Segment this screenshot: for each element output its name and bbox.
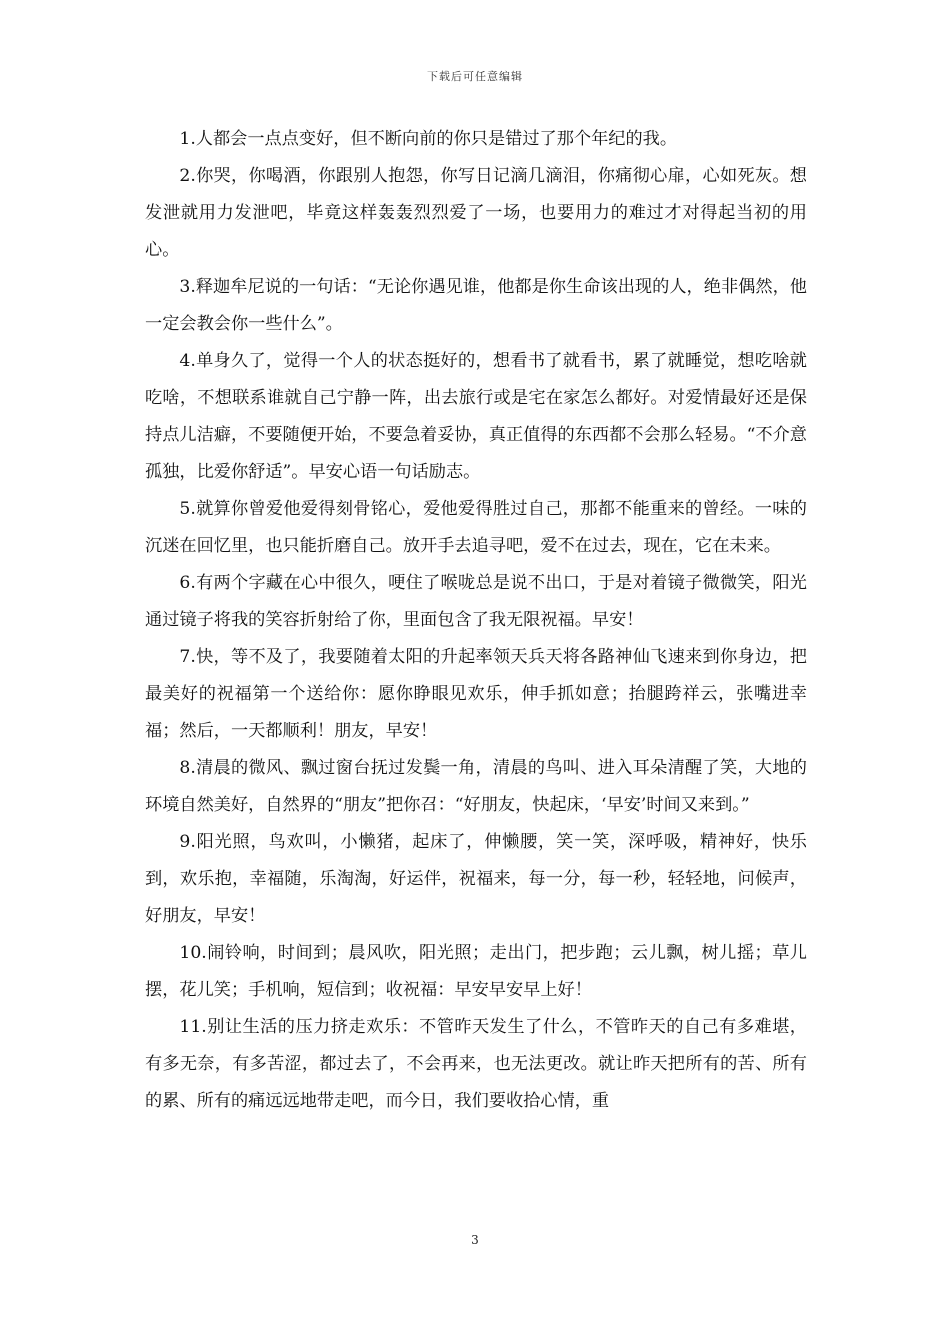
paragraph-8: 8.清晨的微风、飘过窗台抚过发鬓一角，清晨的鸟叫、进入耳朵清醒了笑，大地的环境自然美好，自然界的“朋友”把你召：“好朋友，快起床，‘早安’时间又来到。”: [145, 758, 807, 815]
paragraph-1: 1.人都会一点点变好，但不断向前的你只是错过了那个年纪的我。: [179, 129, 678, 149]
document-body: [145, 121, 807, 1120]
paragraph-5: 5.就算你曾爱他爱得刻骨铭心，爱他爱得胜过自己，那都不能重来的曾经。一味的沉迷在回忆里，也只能折磨自己。放开手去追寻吧，爱不在过去，现在，它在未来。: [145, 499, 807, 556]
paragraph-7: 7.快，等不及了，我要随着太阳的升起率领天兵天将各路神仙飞速来到你身边，把最美好的祝福第一个送给你：愿你睁眼见欢乐，伸手抓如意；抬腿跨祥云，张嘴进幸福；然后，一天都顺利！朋友，早安！: [145, 647, 807, 741]
paragraph-4: 4.单身久了，觉得一个人的状态挺好的，想看书了就看书，累了就睡觉，想吃啥就吃啥，不想联系谁就自己宁静一阵，出去旅行或是宅在家怎么都好。对爱情最好还是保持点儿洁癖，不要随便开始，不要急着妥协，真正值得的东西都不会那么轻易。“不介意孤独，比爱你舒适”。早安心语一句话励志。: [145, 351, 807, 482]
paragraph-3: 3.释迦牟尼说的一句话：“无论你遇见谁，他都是你生命该出现的人，绝非偶然，他一定会教会你一些什么”。: [145, 277, 807, 334]
paragraph-6: 6.有两个字藏在心中很久，哽住了喉咙总是说不出口，于是对着镜子微微笑，阳光通过镜子将我的笑容折射给了你，里面包含了我无限祝福。早安！: [145, 573, 807, 630]
paragraph-11: 11.别让生活的压力挤走欢乐：不管昨天发生了什么，不管昨天的自己有多难堪，有多无奈，有多苦涩，都过去了，不会再来，也无法更改。就让昨天把所有的苦、所有的累、所有的痛远远地带走吧，而今日，我们要收拾心情，重: [145, 1017, 807, 1111]
paragraph-2: 2.你哭，你喝酒，你跟别人抱怨，你写日记滴几滴泪，你痛彻心扉，心如死灰。想发泄就用力发泄吧，毕竟这样轰轰烈烈爱了一场，也要用力的难过才对得起当初的用心。: [145, 166, 807, 260]
paragraph-9: 9.阳光照，鸟欢叫，小懒猪，起床了，伸懒腰，笑一笑，深呼吸，精神好，快乐到，欢乐抱，幸福随，乐淘淘，好运伴，祝福来，每一分，每一秒，轻轻地，问候声，好朋友，早安！: [145, 832, 807, 926]
paragraph-10: 10.闹铃响，时间到；晨风吹，阳光照；走出门，把步跑；云儿飘，树儿摇；草儿摆，花儿笑；手机响，短信到；收祝福：早安早安早上好！: [145, 943, 807, 1000]
page-number: 3: [471, 1233, 479, 1247]
page-header: 下载后可任意编辑: [427, 70, 523, 83]
